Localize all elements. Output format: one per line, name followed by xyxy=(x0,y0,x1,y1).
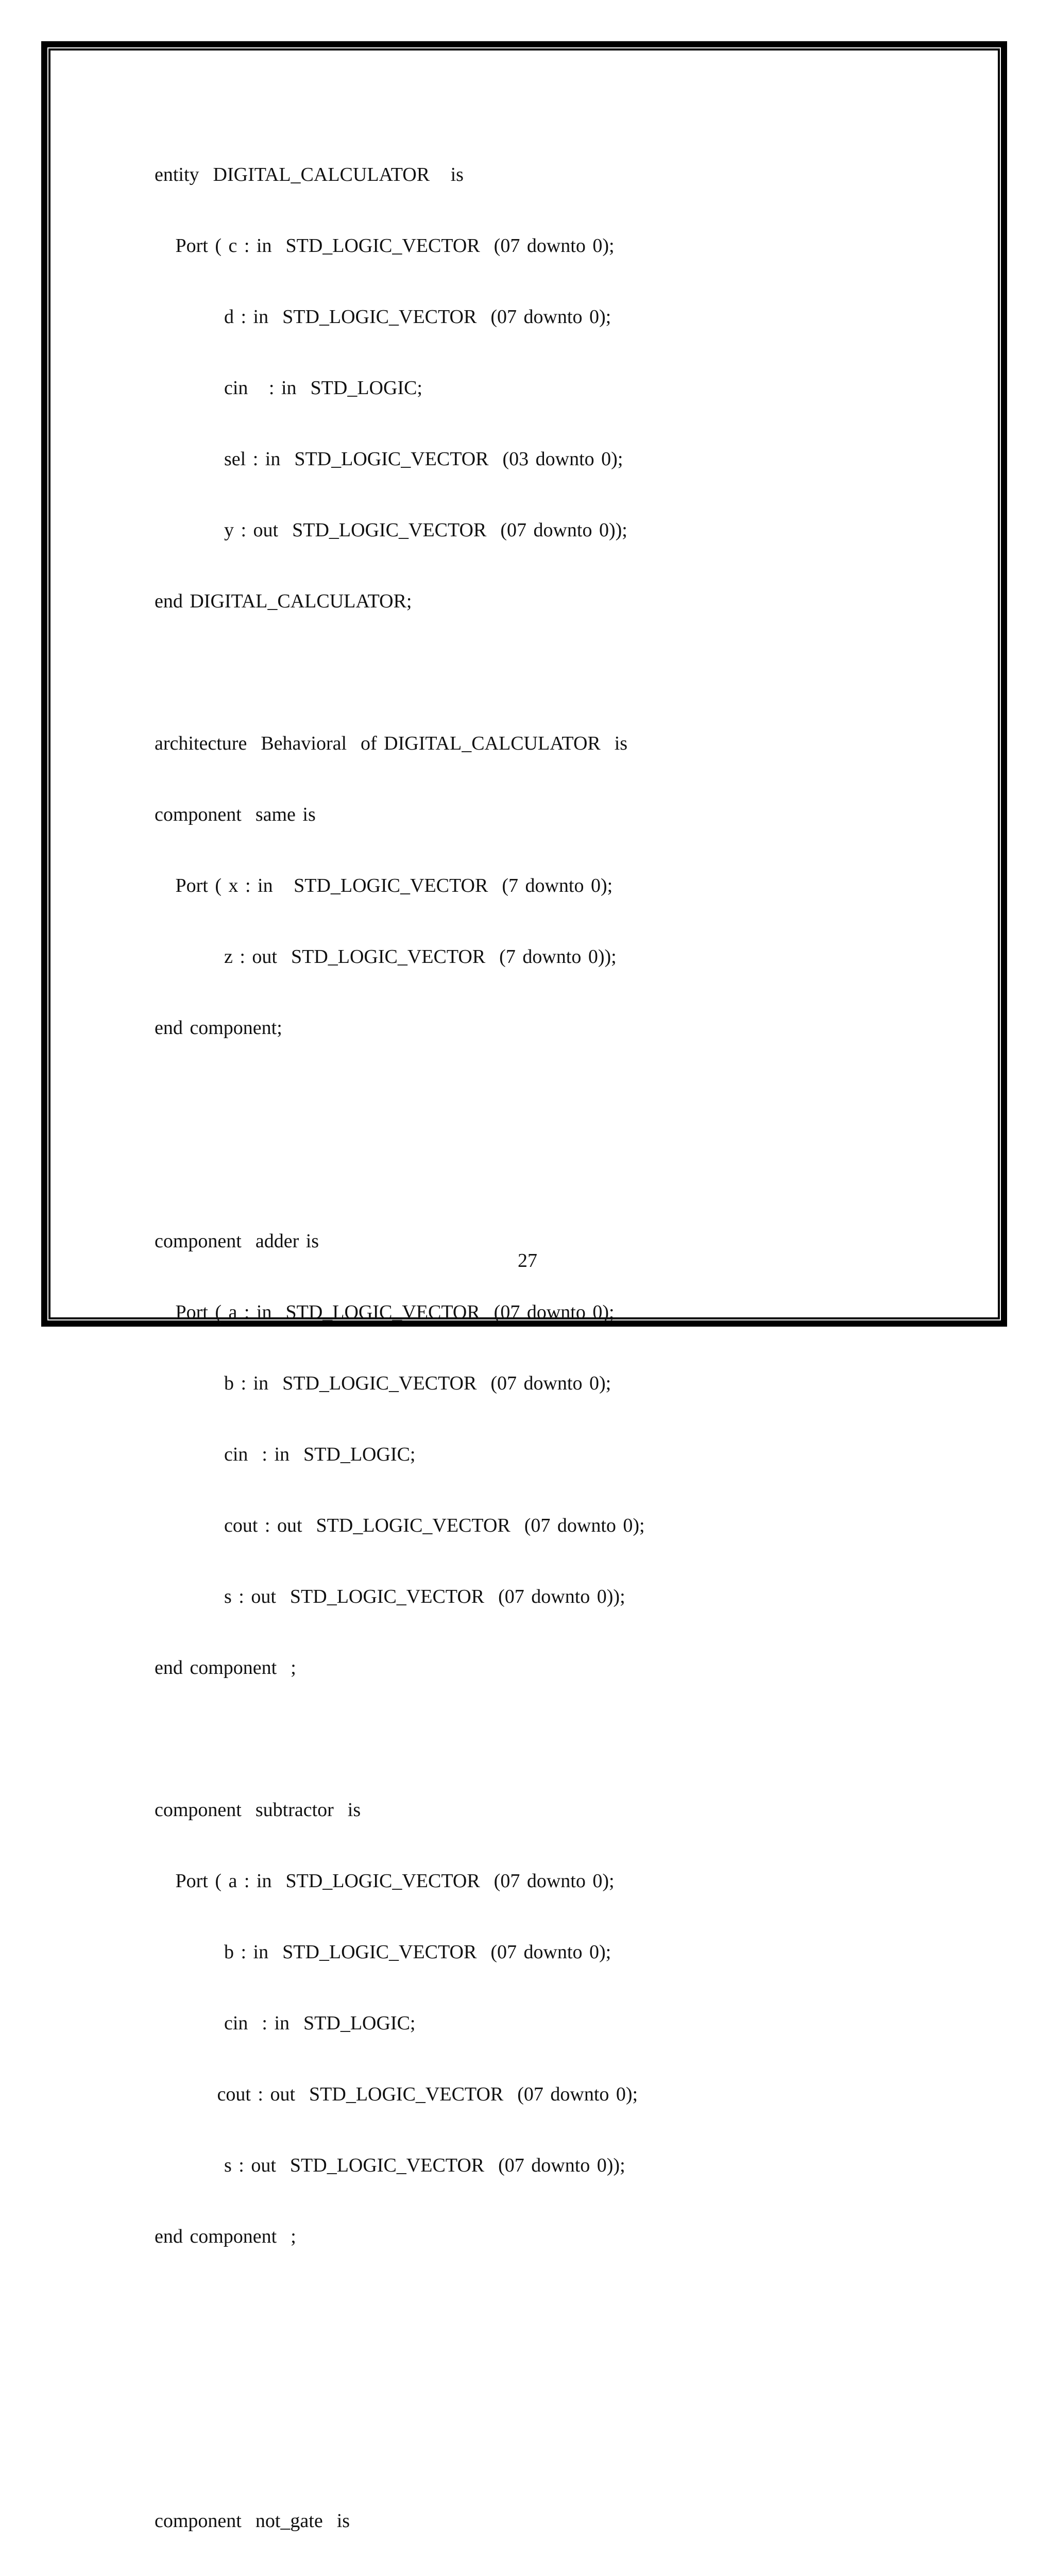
code-line: cout : out STD_LOGIC_VECTOR (07 downto 0); xyxy=(155,1515,645,1536)
code-line: b : in STD_LOGIC_VECTOR (07 downto 0); xyxy=(155,1941,611,1963)
code-line: end component ; xyxy=(155,2226,296,2247)
code-line xyxy=(155,660,927,684)
code-line: component not_gate is xyxy=(155,2510,350,2532)
code-line: d : in STD_LOGIC_VECTOR (07 downto 0); xyxy=(155,306,611,328)
code-line: end component ; xyxy=(155,1657,296,1679)
code-line: sel : in STD_LOGIC_VECTOR (03 downto 0); xyxy=(155,448,623,470)
code-line xyxy=(155,2296,927,2319)
code-line: entity DIGITAL_CALCULATOR is xyxy=(155,164,464,185)
code-line: cin : in STD_LOGIC; xyxy=(155,1444,416,1465)
code-line: z : out STD_LOGIC_VECTOR (7 downto 0)); xyxy=(155,946,617,968)
code-line: end component; xyxy=(155,1017,282,1039)
code-line: component adder is xyxy=(155,1230,319,1252)
vhdl-code-listing xyxy=(155,115,927,2576)
code-line: Port ( a : in STD_LOGIC_VECTOR (07 downto 0); xyxy=(155,1870,615,1892)
code-line xyxy=(155,1087,927,1111)
code-line: s : out STD_LOGIC_VECTOR (07 downto 0)); xyxy=(155,1586,625,1607)
code-line: cin : in STD_LOGIC; xyxy=(155,377,422,399)
code-line: b : in STD_LOGIC_VECTOR (07 downto 0); xyxy=(155,1372,611,1394)
code-line: Port ( a : in STD_LOGIC_VECTOR (07 downto 0); xyxy=(155,1301,615,1323)
code-line: end DIGITAL_CALCULATOR; xyxy=(155,590,412,612)
code-line: Port ( c : in STD_LOGIC_VECTOR (07 downto 0); xyxy=(155,235,615,257)
code-line: component subtractor is xyxy=(155,1799,361,1821)
code-line xyxy=(155,2367,927,2391)
code-line: architecture Behavioral of DIGITAL_CALCULATOR is xyxy=(155,733,628,754)
code-line: cin : in STD_LOGIC; xyxy=(155,2012,416,2034)
page-number: 27 xyxy=(518,1250,537,1272)
code-line: Port ( x : in STD_LOGIC_VECTOR (7 downto 0); xyxy=(155,875,613,896)
code-line: y : out STD_LOGIC_VECTOR (07 downto 0)); xyxy=(155,519,627,541)
code-line: component same is xyxy=(155,804,316,825)
code-line xyxy=(155,1158,927,1182)
code-line: s : out STD_LOGIC_VECTOR (07 downto 0)); xyxy=(155,2155,625,2176)
code-line xyxy=(155,2438,927,2462)
code-line: cout : out STD_LOGIC_VECTOR (07 downto 0); xyxy=(155,2083,638,2105)
code-line xyxy=(155,1727,927,1751)
